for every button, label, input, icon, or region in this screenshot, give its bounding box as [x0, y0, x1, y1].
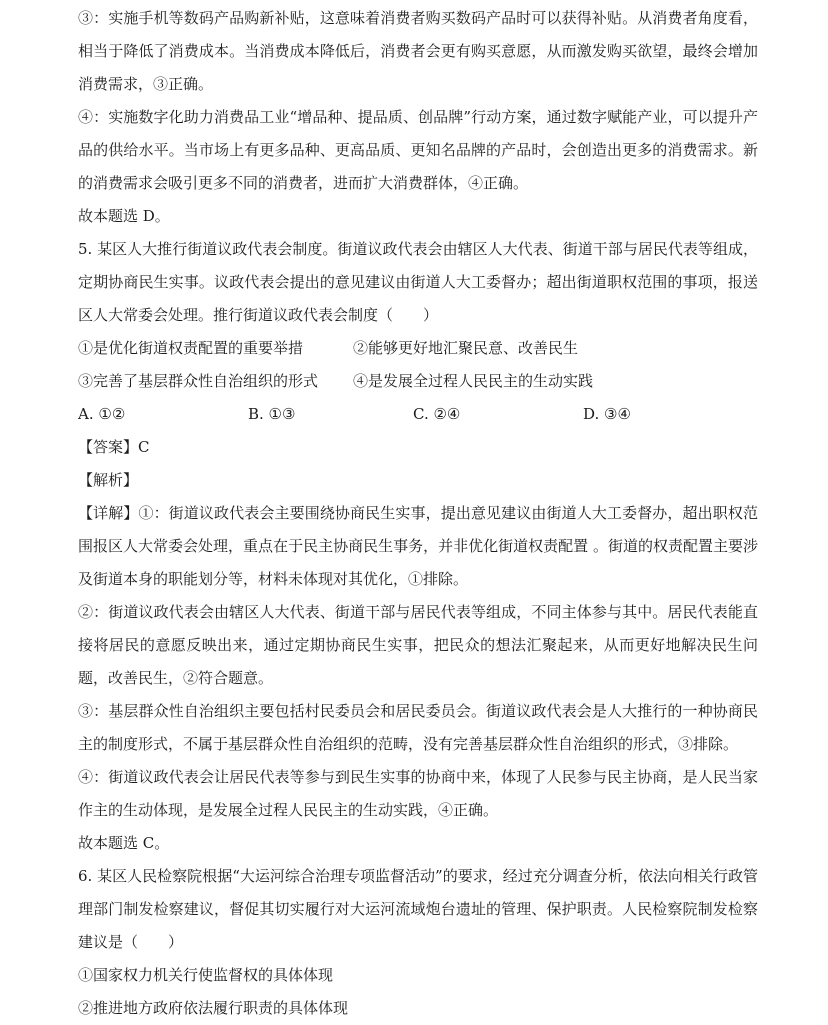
q5-detail-point-2: ②：街道议政代表会由辖区人大代表、街道干部与居民代表等组成，不同主体参与其中。居民代表能直接将居民的意愿反映出来，通过定期协商民生实事，把民众的想法汇聚起来，从而更好地解决民生问题，改善民生，②符合题意。	[78, 603, 758, 687]
q5-detail-point-1: 【详解】①：街道议政代表会主要围绕协商民生实事，提出意见建议由街道人大工委督办，超出职权范围报区人大常委会处理，重点在于民主协商民生事务，并非优化街道权责配置 。街道的权责配置主要涉及街道本身的职能划分等，材料未体现对其优化，①排除。	[78, 504, 758, 588]
q5-choice-b: B. ①③	[248, 405, 296, 423]
q6-option-1: ①国家权力机关行使监督权的具体体现	[78, 966, 334, 984]
q5-detail-point-4: ④：街道议政代表会让居民代表等参与到民生实事的协商中来，体现了人民参与民主协商，是人民当家作主的生动体现，是发展全过程人民民主的生动实践，④正确。	[78, 768, 758, 819]
q4-explanation-point-3: ③：实施手机等数码产品购新补贴，这意味着消费者购买数码产品时可以获得补贴。从消费者角度看，相当于降低了消费成本。当消费成本降低后，消费者会更有购买意愿，从而激发购买欲望，最终会增加消费需求，③正确。	[78, 9, 758, 93]
q5-option-2: ②能够更好地汇聚民意、改善民生	[353, 339, 579, 357]
q5-answer-label: 【答案】C	[78, 438, 150, 456]
q5-choice-a: A. ①②	[78, 405, 126, 423]
q5-analysis-label: 【解析】	[78, 471, 139, 489]
q5-option-3: ③完善了基层群众性自治组织的形式	[78, 372, 319, 390]
q5-option-4: ④是发展全过程人民民主的生动实践	[353, 372, 594, 390]
q4-conclusion: 故本题选 D。	[78, 207, 170, 225]
q4-explanation-point-4: ④：实施数字化助力消费品工业“增品种、提品质、创品牌”行动方案，通过数字赋能产业，可以提升产品的供给水平。当市场上有更多品种、更高品质、更知名品牌的产品时，会创造出更多的消费需求。新的消费需求会吸引更多不同的消费者，进而扩大消费群体，④正确。	[78, 108, 758, 192]
q5-option-row-2	[78, 365, 758, 398]
q5-option-row-1	[78, 332, 758, 365]
q5-question-stem: 5. 某区人大推行街道议政代表会制度。街道议政代表会由辖区人大代表、街道干部与居民代表等组成，定期协商民生实事。议政代表会提出的意见建议由街道人大工委督办；超出街道职权范围的事项，报送区人大常委会处理。推行街道议政代表会制度（ ）	[78, 240, 758, 324]
q6-option-2: ②推进地方政府依法履行职责的具体体现	[78, 999, 349, 1017]
q6-question-stem: 6. 某区人民检察院根据“大运河综合治理专项监督活动”的要求，经过充分调查分析，依法向相关行政管理部门制发检察建议，督促其切实履行对大运河流域炮台遗址的管理、保护职责。人民检察院制发检察建议是（ ）	[78, 867, 758, 951]
q5-choice-row	[78, 398, 758, 431]
q5-option-1: ①是优化街道权责配置的重要举措	[78, 339, 304, 357]
q5-conclusion: 故本题选 C。	[78, 834, 170, 852]
q5-choice-c: C. ②④	[413, 405, 461, 423]
q5-detail-point-3: ③：基层群众性自治组织主要包括村民委员会和居民委员会。街道议政代表会是人大推行的一种协商民主的制度形式，不属于基层群众性自治组织的范畴，没有完善基层群众性自治组织的形式，③排除。	[78, 702, 758, 753]
q5-choice-d: D. ③④	[583, 405, 631, 423]
